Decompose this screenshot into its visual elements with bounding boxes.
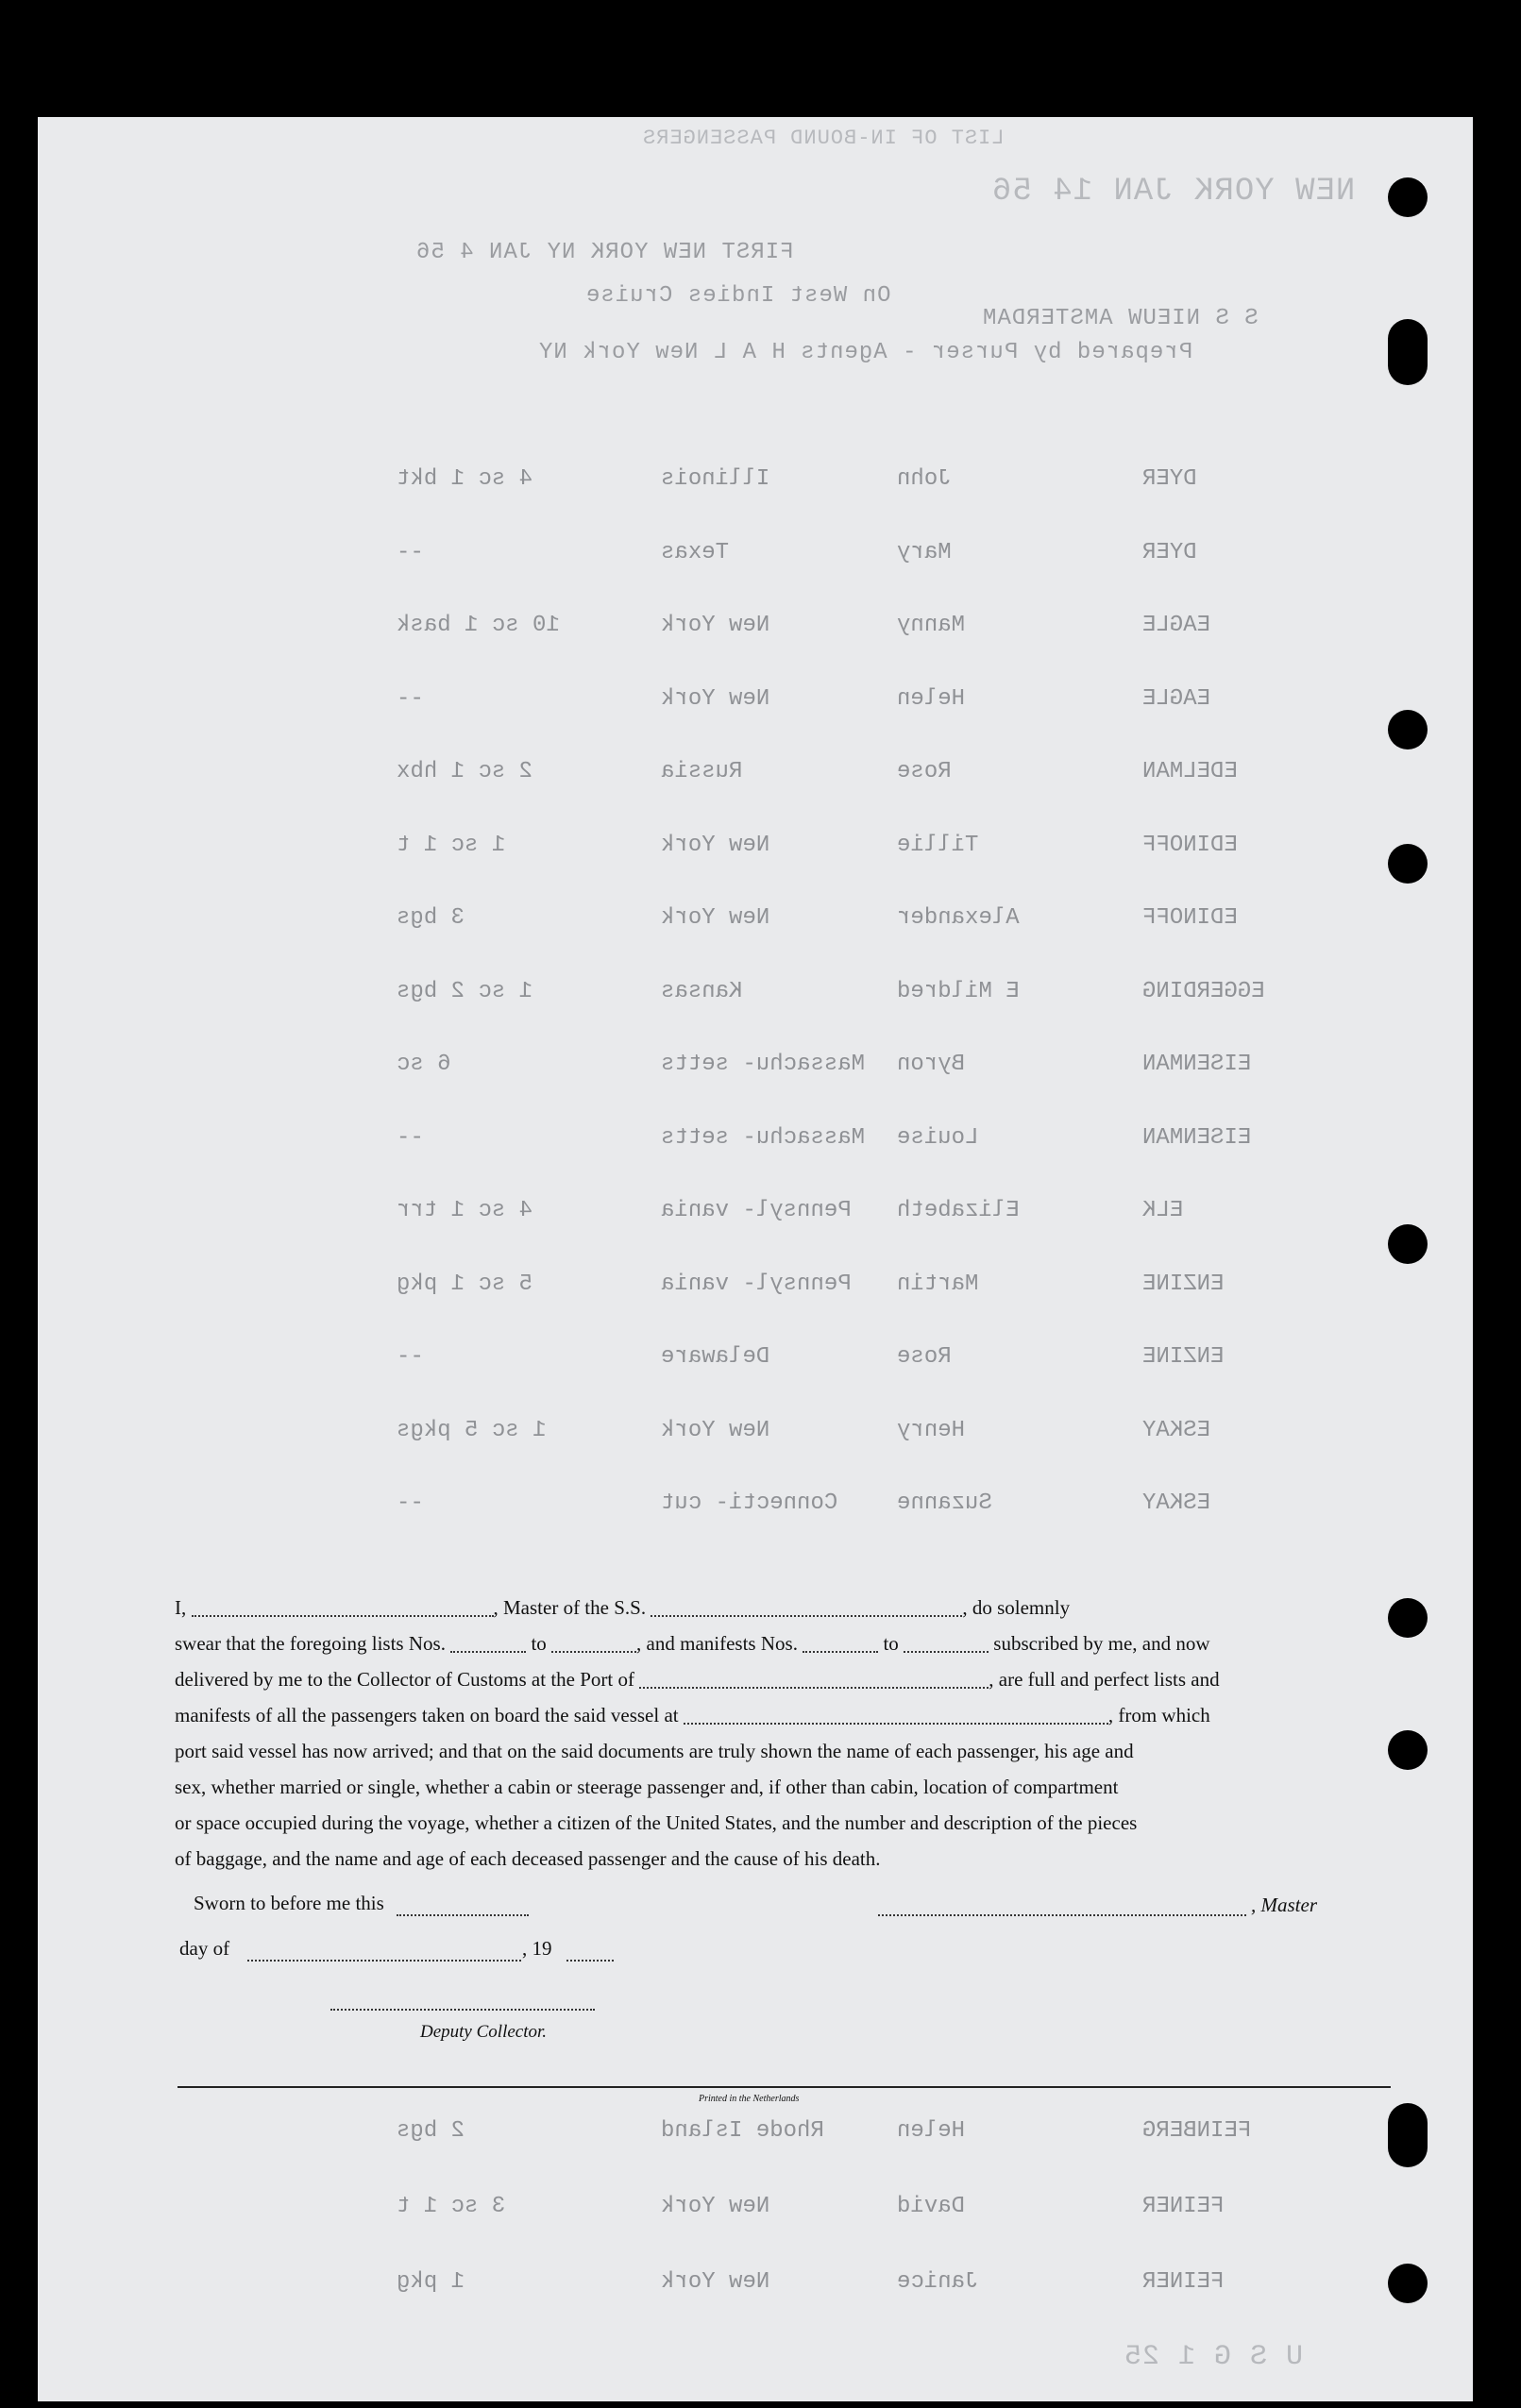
passenger-given-name: Helen [897, 2118, 966, 2144]
passenger-residence: Pennsyl- vania [661, 1198, 852, 1223]
passenger-row [38, 686, 1473, 743]
passenger-row [38, 2269, 1473, 2326]
passenger-surname: DYER [1142, 466, 1197, 492]
printed-in-netherlands: Printed in the Netherlands [699, 2094, 800, 2104]
passenger-given-name: Tillie [897, 832, 979, 858]
passenger-given-name: Alexander [897, 905, 1020, 931]
passenger-row [38, 613, 1473, 669]
passenger-surname: EGGERDING [1142, 978, 1265, 1004]
passenger-surname: FEINER [1142, 2269, 1225, 2295]
faint-header-2: NEW YORK JAN 14 56 [991, 174, 1356, 210]
header-line-4: Prepared by Purser - Agents H A L New York NY [538, 340, 1193, 365]
oath-to-1: to [531, 1632, 547, 1655]
passenger-baggage: 3 sc 1 t [397, 2194, 506, 2219]
passenger-given-name: Helen [897, 685, 966, 712]
passenger-surname: DYER [1142, 539, 1197, 565]
year-label: , 19 [522, 1937, 552, 1960]
oath-line7: or space occupied during the voyage, whether a citizen of the United States, and the number and description of the pieces [175, 1811, 1138, 1834]
passenger-baggage: 4 sc 1 trr [397, 1198, 533, 1223]
passenger-baggage: 10 sc 1 bask [397, 613, 560, 638]
manifest-page [38, 117, 1473, 2401]
passenger-row [38, 1344, 1473, 1401]
passenger-residence: Massachu- setts [661, 1052, 866, 1077]
passenger-row [38, 1271, 1473, 1328]
oath-i: I, [175, 1596, 187, 1619]
passenger-residence: Russia [661, 759, 743, 784]
bottom-rule [177, 2086, 1391, 2088]
punch-hole [1388, 177, 1428, 217]
passenger-given-name: Martin [897, 1271, 979, 1297]
passenger-residence: Connecti- cut [661, 1490, 838, 1516]
ship-name-blank [651, 1602, 962, 1617]
passenger-residence: New York [661, 613, 770, 638]
passenger-surname: FEINER [1142, 2194, 1225, 2219]
year-blank [566, 1946, 614, 1962]
master-name-blank [192, 1602, 494, 1617]
list-to-blank [551, 1638, 636, 1653]
passenger-row [38, 905, 1473, 962]
passenger-row [38, 1198, 1473, 1255]
passenger-residence: New York [661, 685, 770, 712]
passenger-surname: EAGLE [1142, 613, 1211, 638]
passenger-given-name: Mary [897, 539, 952, 565]
passenger-surname: ELK [1142, 1198, 1184, 1223]
list-from-blank [450, 1638, 526, 1653]
punch-hole [1388, 844, 1428, 884]
punch-hole [1388, 1598, 1428, 1638]
embark-port-blank [684, 1709, 1108, 1725]
header-line-1: FIRST NEW YORK NY JAN 4 56 [415, 240, 794, 265]
passenger-baggage: 2 bgs [397, 2118, 465, 2144]
passenger-row [38, 979, 1473, 1036]
passenger-residence: New York [661, 905, 770, 931]
oath-line5: port said vessel has now arrived; and that on the said documents are truly shown the name of each passenger, his age and [175, 1740, 1134, 1762]
passenger-baggage: 3 bgs [397, 905, 465, 931]
passenger-given-name: Elizabeth [897, 1198, 1020, 1223]
passenger-baggage: -- [397, 685, 424, 712]
oath-line4-b: , from which [1107, 1704, 1210, 1726]
passenger-baggage: -- [397, 1124, 424, 1151]
passenger-given-name: Rose [897, 759, 952, 784]
passenger-given-name: Henry [897, 1417, 966, 1443]
day-of-blank [247, 1946, 521, 1962]
passenger-surname: EISENMAN [1142, 1052, 1252, 1077]
deputy-collector-label: Deputy Collector. [420, 2022, 548, 2042]
collector-signature-blank [330, 1995, 595, 2011]
passenger-surname: ESKAY [1142, 1417, 1211, 1443]
punch-hole [1388, 2264, 1428, 2303]
passenger-surname: ENZINE [1142, 1344, 1225, 1370]
passenger-surname: FEINBERG [1142, 2118, 1252, 2144]
passenger-residence: New York [661, 832, 770, 858]
passenger-surname: EDINOFF [1142, 905, 1238, 931]
passenger-residence: Rhode Island [661, 2118, 824, 2144]
passenger-residence: New York [661, 2269, 770, 2295]
oath-master-of: , Master of the S.S. [493, 1596, 647, 1619]
passenger-baggage: 6 sc [397, 1052, 451, 1077]
passenger-baggage: 1 sc 1 t [397, 832, 506, 858]
punch-hole [1388, 1224, 1428, 1264]
oath-line2-a: swear that the foregoing lists Nos. [175, 1632, 446, 1655]
passenger-row [38, 2194, 1473, 2250]
passenger-given-name: Rose [897, 1344, 952, 1370]
manifest-from-blank [803, 1638, 878, 1653]
passenger-residence: New York [661, 2194, 770, 2219]
oath-line3-a: delivered by me to the Collector of Customs at the Port of [175, 1668, 634, 1691]
passenger-surname: EISENMAN [1142, 1124, 1252, 1151]
passenger-baggage: -- [397, 539, 424, 565]
passenger-surname: ENZINE [1142, 1271, 1225, 1297]
punch-hole [1388, 2103, 1428, 2167]
day-of-label: day of [179, 1937, 230, 1960]
passenger-surname: ESKAY [1142, 1490, 1211, 1516]
passenger-baggage: -- [397, 1344, 424, 1370]
passenger-surname: EDINOFF [1142, 832, 1238, 858]
passenger-surname: EAGLE [1142, 685, 1211, 712]
port-blank [639, 1674, 989, 1689]
header-line-3: S S NIEUW AMSTERDAM [982, 306, 1259, 331]
punch-hole [1388, 319, 1428, 385]
passenger-row [38, 1418, 1473, 1474]
passenger-row [38, 759, 1473, 816]
passenger-residence: Pennsyl- vania [661, 1271, 852, 1297]
passenger-row [38, 833, 1473, 889]
passenger-baggage: 5 sc 1 pkg [397, 1271, 533, 1297]
oath-line8: of baggage, and the name and age of each deceased passenger and the cause of his death. [175, 1847, 881, 1870]
oath-do-solemnly: , do solemnly [962, 1596, 1071, 1619]
punch-hole [1388, 1730, 1428, 1770]
passenger-baggage: 1 pkg [397, 2269, 465, 2295]
oath-block [175, 1590, 1383, 1877]
passenger-row [38, 2118, 1473, 2175]
passenger-residence: New York [661, 1417, 770, 1443]
passenger-given-name: Byron [897, 1052, 966, 1077]
passenger-row [38, 540, 1473, 597]
passenger-residence: Delaware [661, 1344, 770, 1370]
passenger-row [38, 1490, 1473, 1547]
faint-header-1: LIST OF IN-BOUND PASSENGERS [642, 126, 1005, 150]
passenger-given-name: E Mildred [897, 978, 1020, 1004]
passenger-baggage: 4 sc 1 bkt [397, 466, 533, 492]
sworn-label: Sworn to before me this [194, 1892, 384, 1914]
oath-to-2: to [883, 1632, 899, 1655]
passenger-baggage: 2 sc 1 hbx [397, 759, 533, 784]
passenger-residence: Kansas [661, 978, 743, 1004]
passenger-given-name: John [897, 466, 952, 492]
passenger-baggage: 1 sc 2 bgs [397, 978, 533, 1004]
passenger-given-name: Suzanne [897, 1490, 992, 1516]
footer-stamp: U S G 1 25 [1124, 2341, 1304, 2373]
oath-line2-b: , and manifests Nos. [636, 1632, 798, 1655]
passenger-row [38, 1125, 1473, 1182]
master-signature-blank [878, 1901, 1246, 1916]
oath-line2-c: subscribed by me, and now [993, 1632, 1210, 1655]
sworn-date-blank [397, 1901, 529, 1916]
passenger-given-name: Louise [897, 1124, 979, 1151]
passenger-baggage: 1 sc 5 pkgs [397, 1417, 547, 1443]
passenger-baggage: -- [397, 1490, 424, 1516]
passenger-given-name: David [897, 2194, 966, 2219]
passenger-residence: Texas [661, 539, 730, 565]
oath-line3-b: , are full and perfect lists and [989, 1668, 1220, 1691]
manifest-to-blank [904, 1638, 989, 1653]
passenger-given-name: Janice [897, 2269, 979, 2295]
master-label: , Master [1251, 1894, 1317, 1916]
passenger-row [38, 1052, 1473, 1108]
punch-hole [1388, 710, 1428, 749]
passenger-row [38, 466, 1473, 523]
passenger-given-name: Manny [897, 613, 966, 638]
oath-line6: sex, whether married or single, whether a cabin or steerage passenger and, if other than cabin, location of compartment [175, 1776, 1119, 1798]
passenger-surname: EDELMAN [1142, 759, 1238, 784]
passenger-residence: Illinois [661, 466, 770, 492]
oath-line4-a: manifests of all the passengers taken on board the said vessel at [175, 1704, 679, 1726]
passenger-residence: Massachu- setts [661, 1124, 866, 1151]
header-line-2: On West Indies Cruise [585, 283, 891, 309]
